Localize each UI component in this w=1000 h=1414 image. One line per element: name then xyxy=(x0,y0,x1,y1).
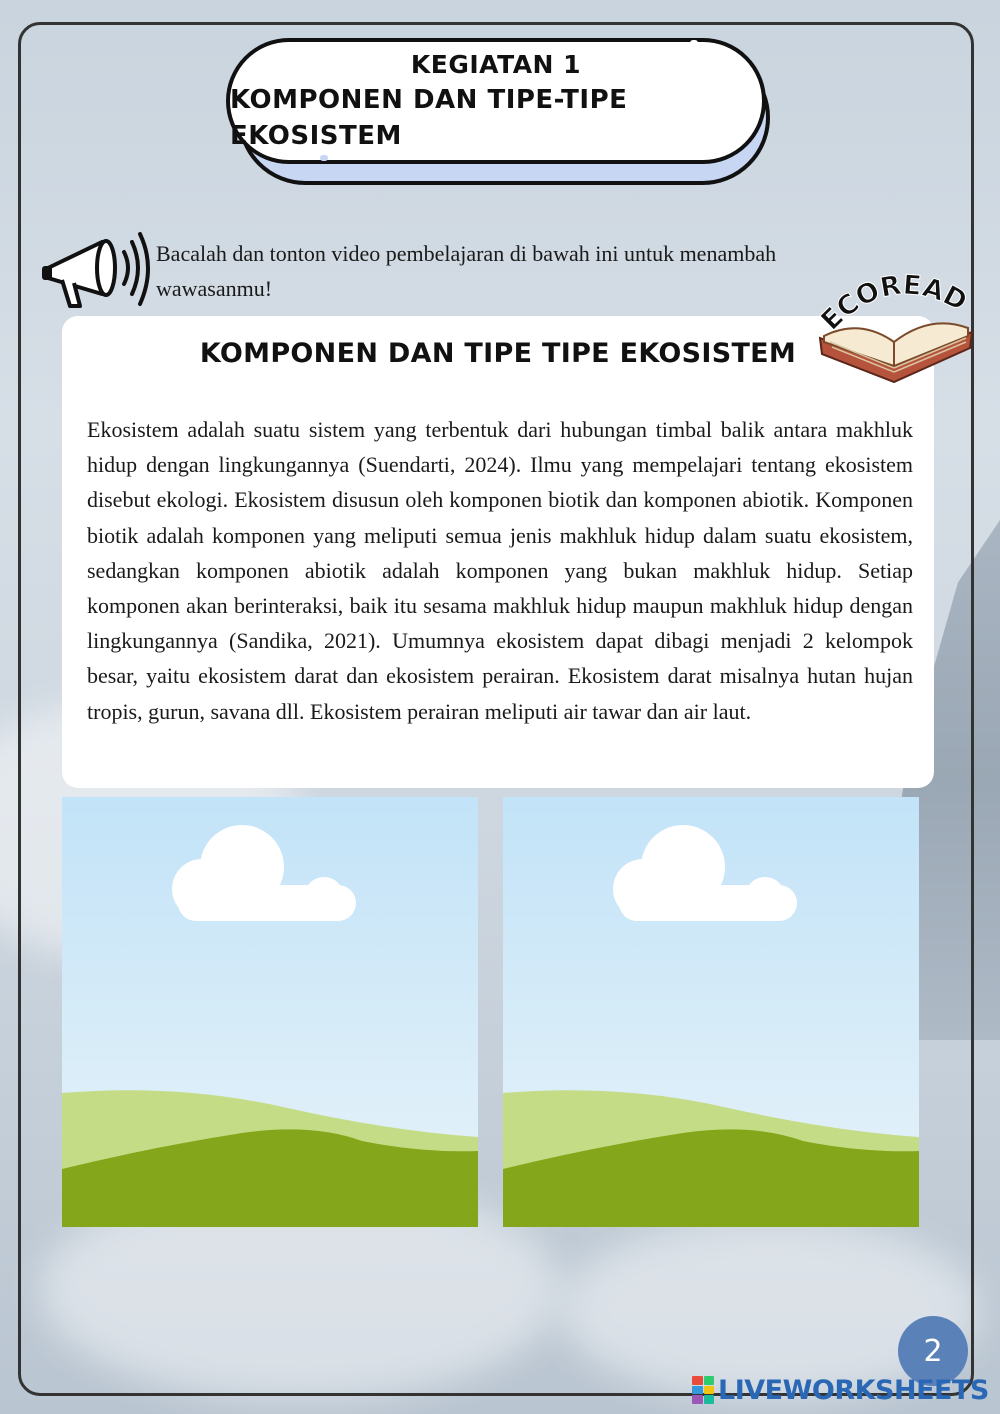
page-number: 2 xyxy=(898,1316,968,1386)
liveworksheets-watermark xyxy=(692,1372,989,1408)
card-body-text: Ekosistem adalah suatu sistem yang terbentuk dari hubungan timbal balik antara makhluk hidup dengan lingkungannya (Suendarti, 2024). Ilmu yang mempelajari tentang ekosistem disebut ekologi. Ekosistem disusun oleh komponen biotik dan komponen abiotik. Komponen biotik adalah komponen yang meliputi semua jenis makhluk hidup dalam suatu ekosistem, sedangkan komponen abiotik adalah komponen yang bukan makhluk hidup. Setiap komponen akan berinteraksi, baik itu sesama makhluk hidup maupun makhluk hidup dengan lingkungannya (Sandika, 2021). Umumnya ekosistem dapat dibagi menjadi 2 kelompok besar, yaitu ekosistem darat dan ekosistem perairan. Ekosistem darat misalnya hutan hujan tropis, gurun, savana dll. Ekosistem perairan meliputi air tawar dan air laut. xyxy=(87,417,913,724)
activity-title: KOMPONEN DAN TIPE-TIPE EKOSISTEM xyxy=(230,85,628,151)
card-title: KOMPONEN DAN TIPE TIPE EKOSISTEM xyxy=(199,338,797,369)
ecoread-badge xyxy=(810,270,982,390)
page-title xyxy=(226,38,766,164)
video-placeholder-left[interactable] xyxy=(62,797,478,1227)
liveworksheets-logo-icon xyxy=(692,1376,714,1404)
title-accent xyxy=(690,40,698,46)
megaphone-icon xyxy=(40,228,152,314)
video-placeholder-right[interactable] xyxy=(503,797,919,1227)
activity-label: KEGIATAN 1 xyxy=(410,50,582,79)
open-book-icon xyxy=(820,323,972,382)
badge-label: ECOREAD xyxy=(815,270,972,337)
instruction-text: Bacalah dan tonton video pembelajaran di bawah ini untuk menambah wawasanmu! xyxy=(156,241,777,301)
watermark-text: LIVEWORKSHEETS xyxy=(718,1374,989,1406)
title-accent xyxy=(320,155,328,161)
content-card xyxy=(62,316,934,788)
